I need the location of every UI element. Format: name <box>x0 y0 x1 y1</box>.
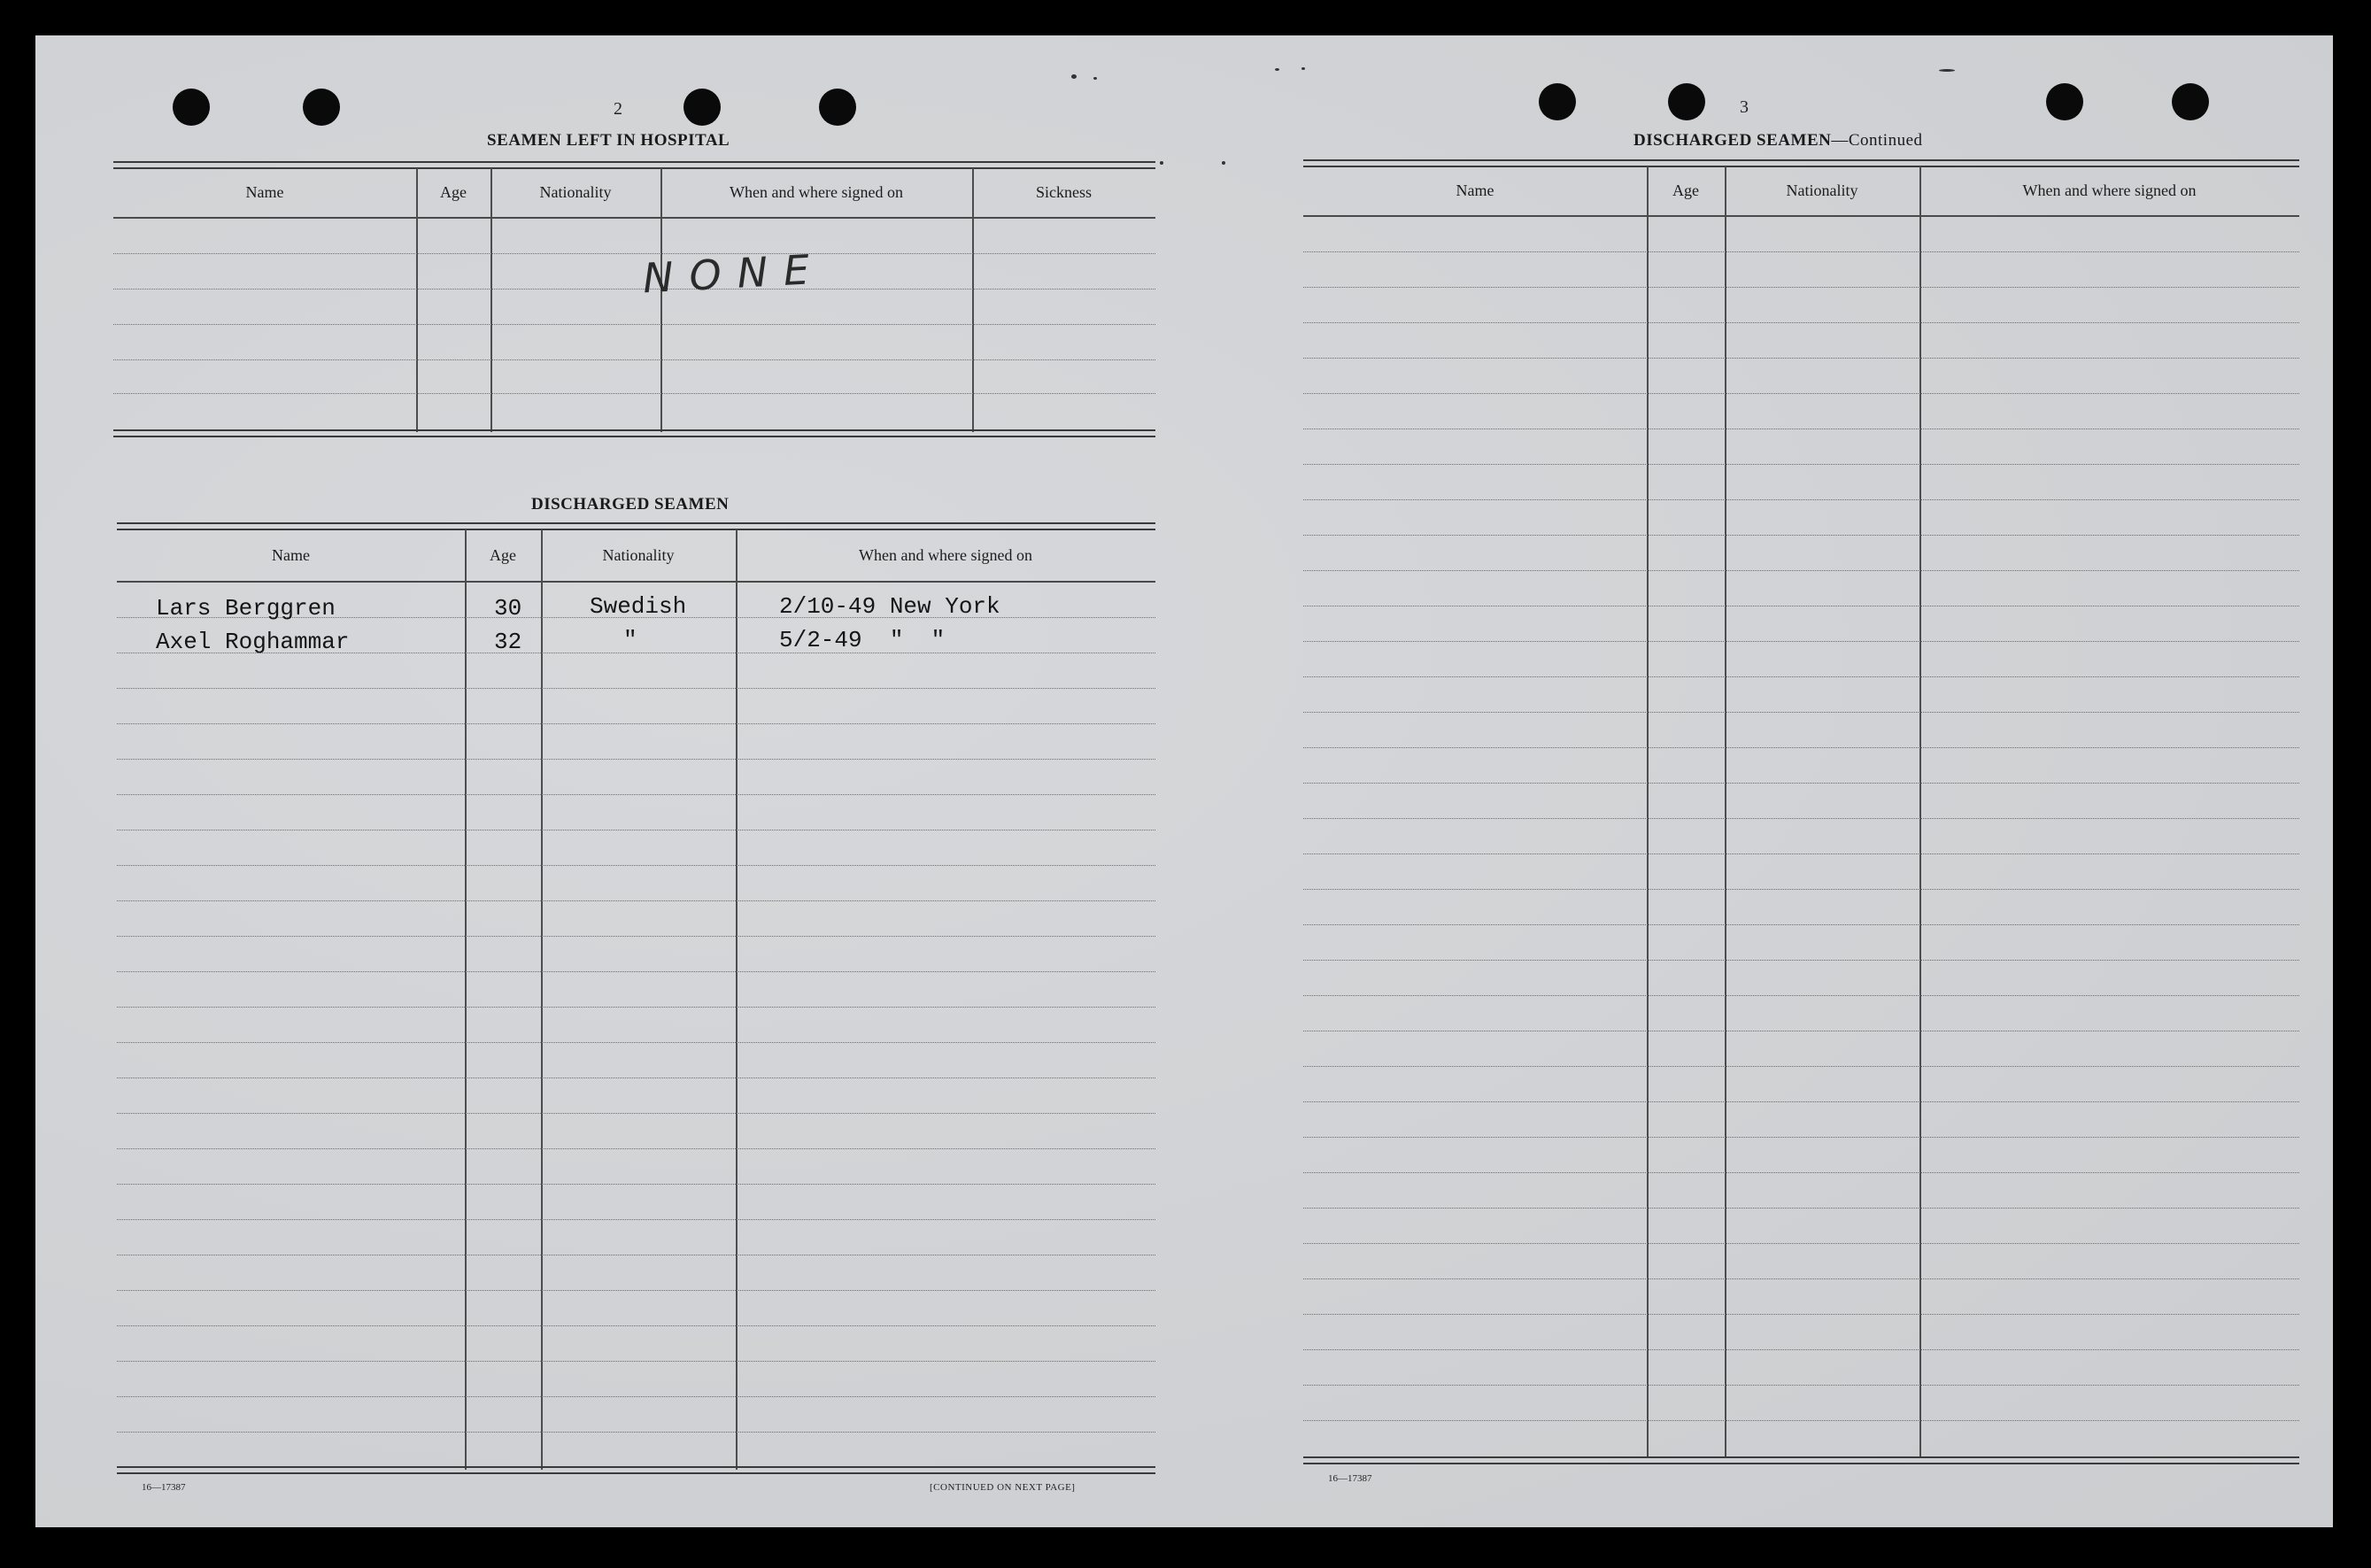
row-line <box>117 1184 1155 1185</box>
row-line <box>1303 570 2299 571</box>
column-header-name: Name <box>1456 182 1494 199</box>
hospital-section-title: SEAMEN LEFT IN HOSPITAL <box>487 131 730 150</box>
table-bottom-rule <box>1303 1456 2299 1464</box>
seaman-nationality: Swedish <box>590 593 687 620</box>
column-header-age: Age <box>490 545 516 564</box>
row-line <box>117 1325 1155 1326</box>
column-header-sickness: Sickness <box>1036 183 1092 201</box>
row-line <box>117 865 1155 866</box>
handwritten-none: NONE <box>641 244 827 303</box>
row-line <box>1303 747 2299 748</box>
section-title-main: DISCHARGED SEAMEN <box>1633 131 1832 150</box>
row-line <box>1303 889 2299 890</box>
row-line <box>117 1290 1155 1291</box>
row-line <box>1303 783 2299 784</box>
column-header-age: Age <box>440 183 467 201</box>
row-line <box>113 324 1155 325</box>
row-line <box>1303 1208 2299 1209</box>
row-line <box>1303 535 2299 536</box>
column-header-signed-on: When and where signed on <box>859 545 1032 564</box>
row-line <box>1303 712 2299 713</box>
scan-speck <box>1275 68 1279 71</box>
column-divider <box>1725 166 1726 1457</box>
row-line <box>1303 464 2299 465</box>
section-title-suffix: —Continued <box>1831 131 1923 150</box>
form-number: 16—17387 <box>1328 1473 1372 1484</box>
row-line <box>117 759 1155 760</box>
row-line <box>117 936 1155 937</box>
punch-hole <box>1668 83 1705 120</box>
row-line <box>117 1148 1155 1149</box>
discharged-table <box>117 522 1155 1474</box>
row-line <box>1303 358 2299 359</box>
punch-hole <box>303 89 340 126</box>
row-line <box>117 1432 1155 1433</box>
row-line <box>113 359 1155 360</box>
table-bottom-rule <box>117 1466 1155 1474</box>
page-number: 3 <box>1740 97 1749 117</box>
row-line <box>113 289 1155 290</box>
scan-speck <box>1160 161 1163 165</box>
column-header-signed-on: When and where signed on <box>2022 182 2197 199</box>
punch-hole <box>2172 83 2209 120</box>
row-line <box>1303 818 2299 819</box>
scan-speck <box>1939 69 1955 72</box>
row-line <box>1303 1101 2299 1102</box>
column-divider <box>465 529 467 1470</box>
seaman-nationality: " <box>623 627 637 653</box>
row-line <box>117 1396 1155 1397</box>
row-line <box>1303 1243 2299 1244</box>
document-scan <box>35 35 2333 1527</box>
scan-speck <box>1301 67 1305 70</box>
row-line <box>1303 1385 2299 1386</box>
row-line <box>1303 499 2299 500</box>
row-line <box>1303 1137 2299 1138</box>
seaman-name: Axel Roghammar <box>156 629 350 655</box>
column-header-signed-on: When and where signed on <box>730 183 903 201</box>
scan-speck <box>1071 74 1077 79</box>
column-header-name: Name <box>272 545 310 564</box>
seaman-age: 32 <box>494 629 522 655</box>
punch-hole <box>2046 83 2083 120</box>
discharged-section-title: DISCHARGED SEAMEN <box>531 495 730 514</box>
row-line <box>113 393 1155 394</box>
row-line <box>1303 1172 2299 1173</box>
column-header-nationality: Nationality <box>1786 182 1858 199</box>
table-bottom-rule <box>113 429 1155 437</box>
column-divider <box>1919 166 1921 1457</box>
discharged-continued-table <box>1303 159 2299 1464</box>
discharged-continued-title <box>1633 131 1923 151</box>
punch-hole <box>819 89 856 126</box>
row-line <box>117 794 1155 795</box>
column-header-nationality: Nationality <box>602 545 675 564</box>
row-line <box>1303 1349 2299 1350</box>
scan-speck <box>1093 77 1097 80</box>
row-line <box>1303 393 2299 394</box>
column-header-nationality: Nationality <box>539 183 612 201</box>
punch-hole <box>173 89 210 126</box>
punch-hole <box>683 89 721 126</box>
row-line <box>1303 641 2299 642</box>
seaman-name: Lars Berggren <box>156 595 336 622</box>
left-page <box>35 35 1186 1527</box>
seaman-signed-on: 5/2-49 " " <box>779 627 946 653</box>
punch-hole <box>1539 83 1576 120</box>
row-line <box>1303 1420 2299 1421</box>
continued-note: [CONTINUED ON NEXT PAGE] <box>930 1482 1076 1493</box>
row-line <box>1303 676 2299 677</box>
seaman-age: 30 <box>494 595 522 622</box>
row-line <box>117 1219 1155 1220</box>
right-page <box>1186 35 2333 1527</box>
table-header-row <box>1303 166 2299 217</box>
column-divider <box>736 529 738 1470</box>
row-line <box>117 1007 1155 1008</box>
scan-speck <box>1222 161 1225 165</box>
row-line <box>117 723 1155 724</box>
row-line <box>1303 924 2299 925</box>
row-line <box>117 1361 1155 1362</box>
row-line <box>117 900 1155 901</box>
row-line <box>1303 322 2299 323</box>
row-line <box>1303 1278 2299 1279</box>
row-line <box>117 1042 1155 1043</box>
table-header-row <box>113 168 1155 219</box>
page-number: 2 <box>614 99 622 119</box>
row-line <box>117 1113 1155 1114</box>
column-header-name: Name <box>245 183 284 201</box>
row-line <box>1303 251 2299 252</box>
row-line <box>1303 1314 2299 1315</box>
column-divider <box>541 529 543 1470</box>
row-line <box>117 688 1155 689</box>
row-line <box>1303 1066 2299 1067</box>
hospital-table <box>113 161 1155 437</box>
row-line <box>1303 287 2299 288</box>
form-number: 16—17387 <box>142 1482 186 1493</box>
column-divider <box>1647 166 1649 1457</box>
seaman-signed-on: 2/10-49 New York <box>779 593 1000 620</box>
row-line <box>1303 995 2299 996</box>
row-line <box>1303 960 2299 961</box>
column-header-age: Age <box>1672 182 1699 199</box>
row-line <box>117 971 1155 972</box>
table-header-row <box>117 529 1155 583</box>
row-line <box>113 253 1155 254</box>
